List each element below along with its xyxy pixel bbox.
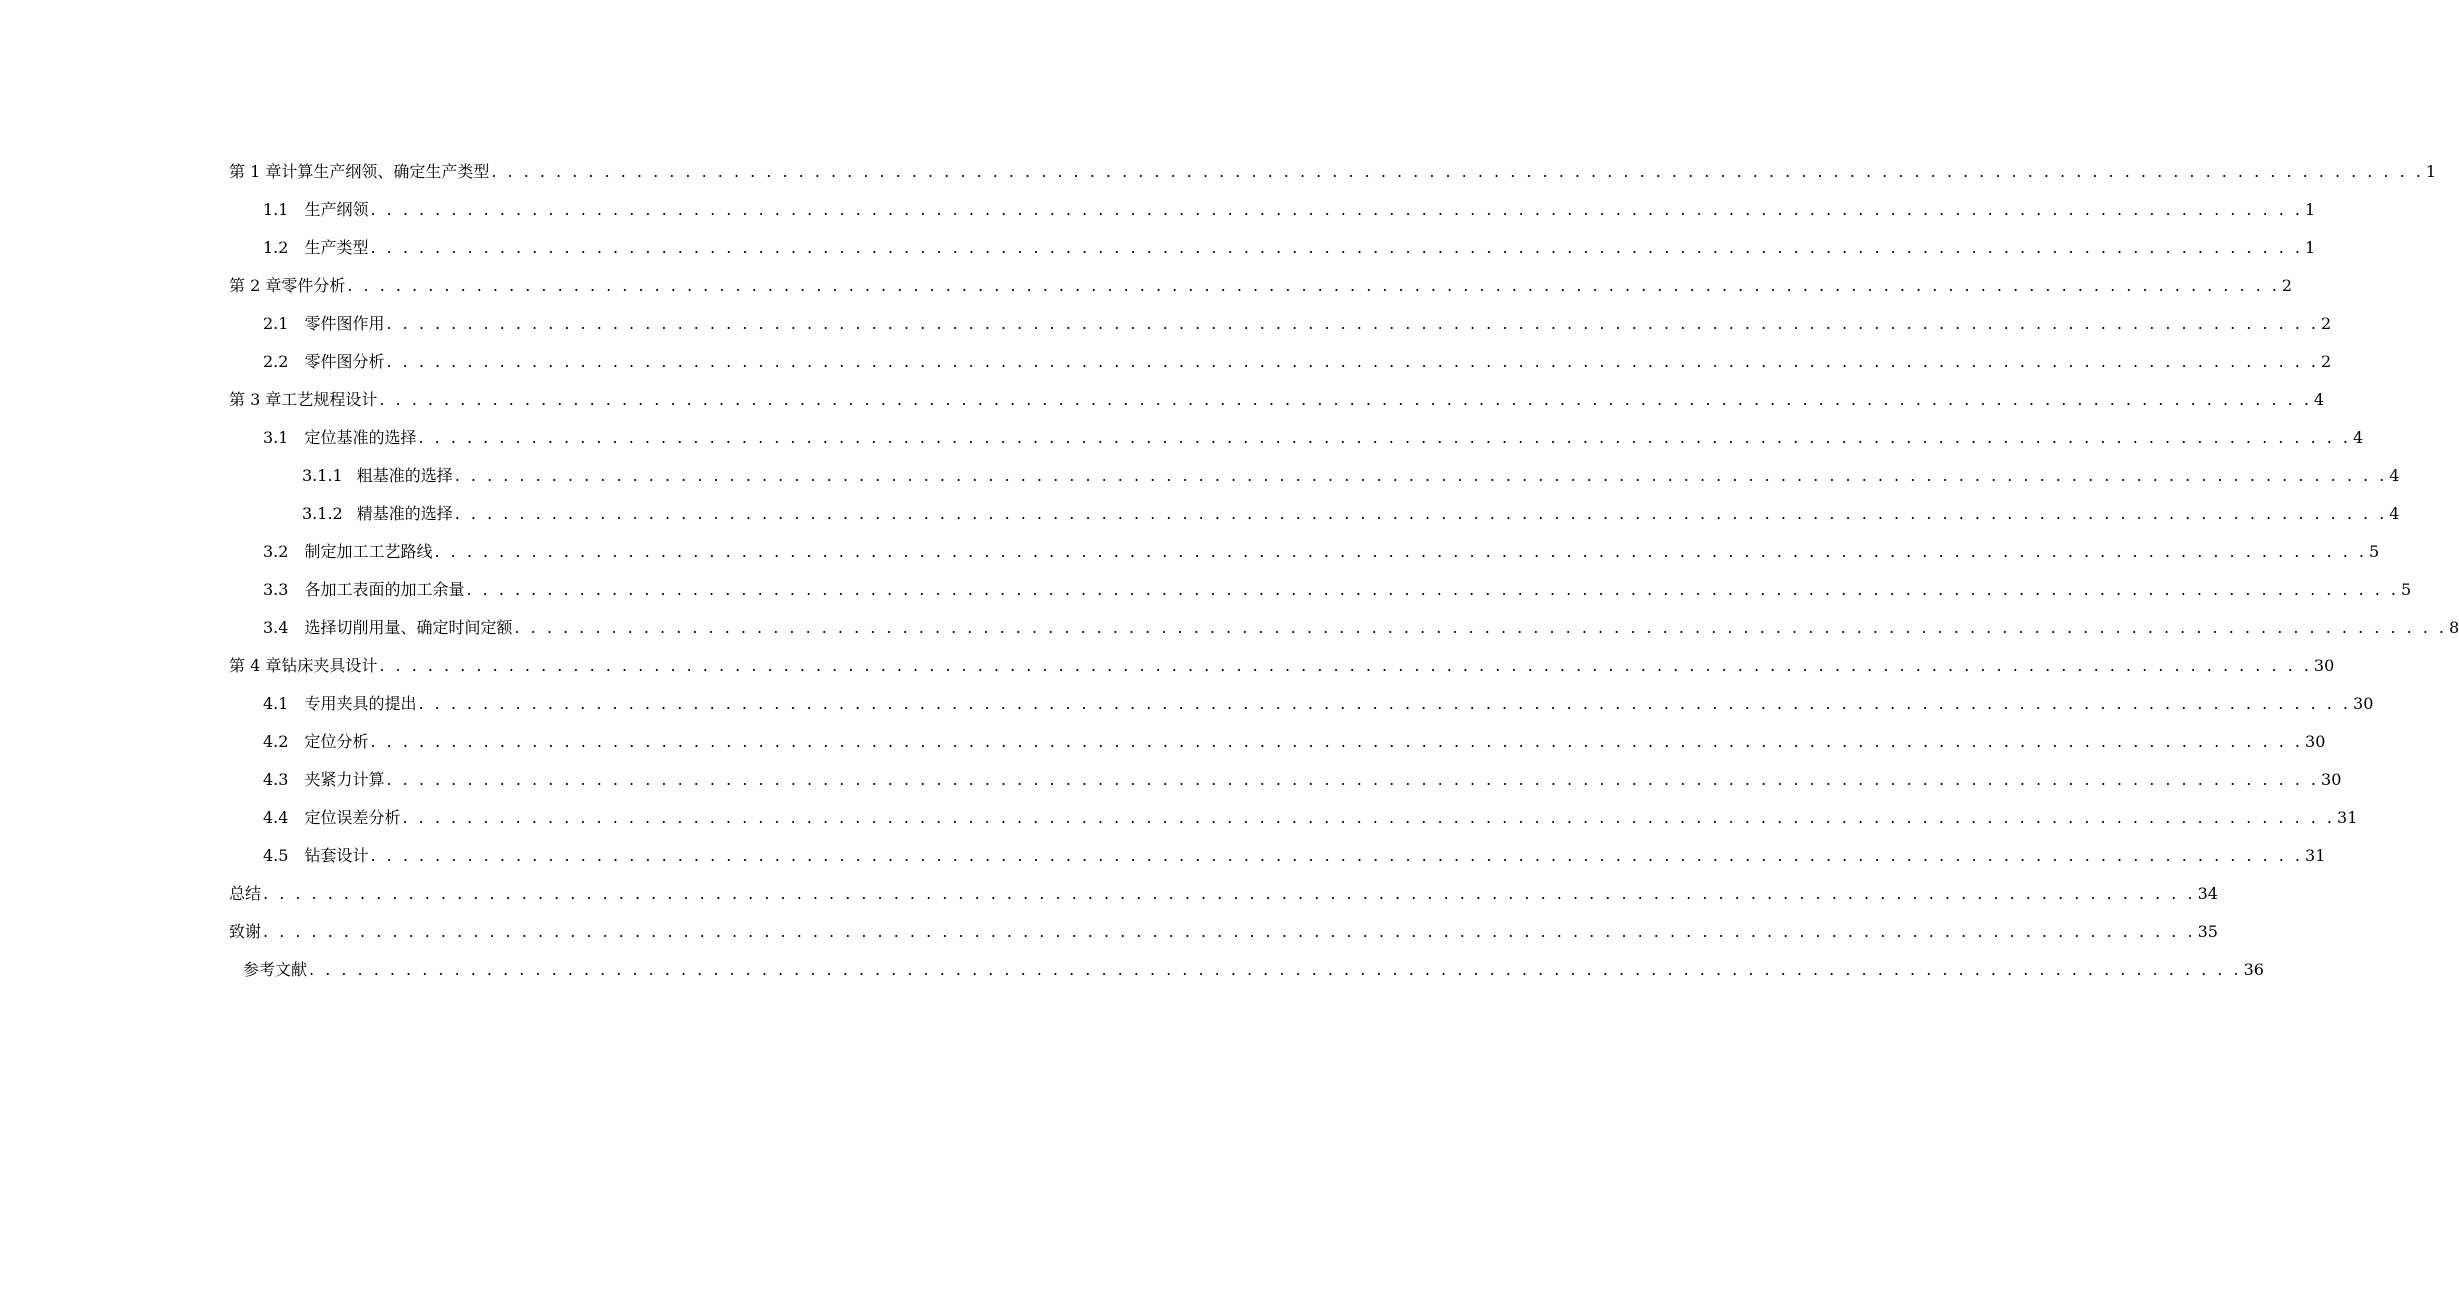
toc-entry-number: 2.2 [263, 352, 289, 371]
toc-entry-title: 夹紧力计算 [304, 770, 385, 789]
toc-leader-dots: . . . . . . . . . . . . . . . . . . . . . . . . . . . . . . . . . . . . . . . . . . . . . . . . . . . . . . . . . . . . . . . . . . . . . . . . . . . . . . . . . . . . . . . . . . . . . . . . . . . . . . . . . . . . . . . . . . . . . . . . [309, 960, 2242, 979]
toc-entry-number: 3.4 [263, 618, 289, 637]
toc-leader-dots: . . . . . . . . . . . . . . . . . . . . . . . . . . . . . . . . . . . . . . . . . . . . . . . . . . . . . . . . . . . . . . . . . . . . . . . . . . . . . . . . . . . . . . . . . . . . . . . . . . . . . . . . . . . . . . . . . . . . . . . . [263, 884, 2196, 903]
toc-leader-dots: . . . . . . . . . . . . . . . . . . . . . . . . . . . . . . . . . . . . . . . . . . . . . . . . . . . . . . . . . . . . . . . . . . . . . . . . . . . . . . . . . . . . . . . . . . . . . . . . . . . . . . . . . . . . . . . . . . . . . . . . [514, 618, 2448, 637]
toc-leader-dots: . . . . . . . . . . . . . . . . . . . . . . . . . . . . . . . . . . . . . . . . . . . . . . . . . . . . . . . . . . . . . . . . . . . . . . . . . . . . . . . . . . . . . . . . . . . . . . . . . . . . . . . . . . . . . . . . . . . . . . . . [418, 428, 2352, 447]
toc-entry-title: 钻套设计 [304, 846, 369, 865]
toc-entry[interactable] [263, 687, 2374, 721]
toc-leader-dots: . . . . . . . . . . . . . . . . . . . . . . . . . . . . . . . . . . . . . . . . . . . . . . . . . . . . . . . . . . . . . . . . . . . . . . . . . . . . . . . . . . . . . . . . . . . . . . . . . . . . . . . . . . . . . . . . . . . . . . . . [386, 352, 2320, 371]
toc-entry-number: 4.1 [263, 694, 289, 713]
toc-entry-page: 30 [2353, 694, 2374, 713]
toc-entry-page: 5 [2369, 542, 2380, 561]
toc-entry[interactable] [263, 193, 2316, 227]
toc-entry[interactable] [263, 725, 2326, 759]
toc-entry[interactable] [229, 649, 2335, 683]
toc-entry-title: 定位误差分析 [304, 808, 401, 827]
toc-entry-page: 30 [2313, 656, 2335, 675]
toc-entry[interactable] [263, 421, 2364, 455]
toc-entry-page: 4 [2389, 466, 2400, 485]
toc-entry-page: 31 [2337, 808, 2358, 827]
toc-entry[interactable] [263, 573, 2412, 607]
toc-entry-page: 36 [2243, 960, 2264, 979]
toc-entry-page: 5 [2401, 580, 2412, 599]
toc-entry-title: 各加工表面的加工余量 [304, 580, 465, 599]
toc-leader-dots: . . . . . . . . . . . . . . . . . . . . . . . . . . . . . . . . . . . . . . . . . . . . . . . . . . . . . . . . . . . . . . . . . . . . . . . . . . . . . . . . . . . . . . . . . . . . . . . . . . . . . . . . . . . . . . . . . . . . . . . . [347, 276, 2280, 295]
toc-entry-page: 2 [2281, 276, 2293, 295]
toc-leader-dots: . . . . . . . . . . . . . . . . . . . . . . . . . . . . . . . . . . . . . . . . . . . . . . . . . . . . . . . . . . . . . . . . . . . . . . . . . . . . . . . . . . . . . . . . . . . . . . . . . . . . . . . . . . . . . . . . . . . . . . . . [491, 162, 2424, 181]
toc-entry-page: 8 [2449, 618, 2459, 637]
toc-entry-title: 选择切削用量、确定时间定额 [304, 618, 513, 637]
toc-entry[interactable] [263, 801, 2358, 835]
toc-entry[interactable] [263, 307, 2332, 341]
toc-entry[interactable] [263, 231, 2316, 265]
toc-entry[interactable] [229, 877, 2218, 911]
toc-entry[interactable] [302, 497, 2400, 531]
toc-entry-page: 1 [2305, 200, 2316, 219]
toc-entry-page: 34 [2197, 884, 2218, 903]
toc-leader-dots: . . . . . . . . . . . . . . . . . . . . . . . . . . . . . . . . . . . . . . . . . . . . . . . . . . . . . . . . . . . . . . . . . . . . . . . . . . . . . . . . . . . . . . . . . . . . . . . . . . . . . . . . . . . . . . . . . . . . . . . . [402, 808, 2336, 827]
toc-leader-dots: . . . . . . . . . . . . . . . . . . . . . . . . . . . . . . . . . . . . . . . . . . . . . . . . . . . . . . . . . . . . . . . . . . . . . . . . . . . . . . . . . . . . . . . . . . . . . . . . . . . . . . . . . . . . . . . . . . . . . . . . [379, 390, 2312, 409]
toc-entry-title: 生产纲领 [304, 200, 369, 219]
toc-entry-number: 4.3 [263, 770, 289, 789]
toc-leader-dots: . . . . . . . . . . . . . . . . . . . . . . . . . . . . . . . . . . . . . . . . . . . . . . . . . . . . . . . . . . . . . . . . . . . . . . . . . . . . . . . . . . . . . . . . . . . . . . . . . . . . . . . . . . . . . . . . . . . . . . . . [263, 922, 2196, 941]
toc-entry-title: 生产类型 [304, 238, 369, 257]
toc-entry-page: 2 [2321, 352, 2332, 371]
toc-entry-number: 4.4 [263, 808, 289, 827]
toc-entry-page: 4 [2313, 390, 2325, 409]
toc-entry[interactable] [302, 459, 2400, 493]
toc-leader-dots: . . . . . . . . . . . . . . . . . . . . . . . . . . . . . . . . . . . . . . . . . . . . . . . . . . . . . . . . . . . . . . . . . . . . . . . . . . . . . . . . . . . . . . . . . . . . . . . . . . . . . . . . . . . . . . . . . . . . . . . . [386, 314, 2320, 333]
toc-entry[interactable] [263, 345, 2332, 379]
toc-entry[interactable] [229, 155, 2437, 189]
toc-entry-title: 精基准的选择 [356, 504, 453, 523]
toc-entry[interactable] [229, 915, 2218, 949]
toc-entry-page: 31 [2305, 846, 2326, 865]
toc-leader-dots: . . . . . . . . . . . . . . . . . . . . . . . . . . . . . . . . . . . . . . . . . . . . . . . . . . . . . . . . . . . . . . . . . . . . . . . . . . . . . . . . . . . . . . . . . . . . . . . . . . . . . . . . . . . . . . . . . . . . . . . . [454, 466, 2388, 485]
toc-entry-title: 致谢 [229, 922, 262, 941]
toc-entry-page: 1 [2305, 238, 2316, 257]
toc-leader-dots: . . . . . . . . . . . . . . . . . . . . . . . . . . . . . . . . . . . . . . . . . . . . . . . . . . . . . . . . . . . . . . . . . . . . . . . . . . . . . . . . . . . . . . . . . . . . . . . . . . . . . . . . . . . . . . . . . . . . . . . . [418, 694, 2352, 713]
toc-entry-page: 35 [2197, 922, 2218, 941]
toc-entry[interactable] [229, 269, 2293, 303]
toc-leader-dots: . . . . . . . . . . . . . . . . . . . . . . . . . . . . . . . . . . . . . . . . . . . . . . . . . . . . . . . . . . . . . . . . . . . . . . . . . . . . . . . . . . . . . . . . . . . . . . . . . . . . . . . . . . . . . . . . . . . . . . . . [386, 770, 2320, 789]
toc-entry[interactable] [263, 535, 2380, 569]
toc-leader-dots: . . . . . . . . . . . . . . . . . . . . . . . . . . . . . . . . . . . . . . . . . . . . . . . . . . . . . . . . . . . . . . . . . . . . . . . . . . . . . . . . . . . . . . . . . . . . . . . . . . . . . . . . . . . . . . . . . . . . . . . . [370, 200, 2304, 219]
toc-entry-title: 专用夹具的提出 [304, 694, 417, 713]
toc-entry-title: 第 2 章零件分析 [229, 276, 346, 295]
toc-entry-number: 1.2 [263, 238, 289, 257]
toc-entry-number: 3.3 [263, 580, 289, 599]
toc-entry-title: 参考文献 [243, 960, 308, 979]
toc-entry-number: 2.1 [263, 314, 289, 333]
toc-entry-title: 第 3 章工艺规程设计 [229, 390, 378, 409]
toc-entry-title: 定位分析 [304, 732, 369, 751]
toc-entry-number: 4.5 [263, 846, 289, 865]
toc-entry-page: 30 [2305, 732, 2326, 751]
toc-entry-number: 3.2 [263, 542, 289, 561]
toc-entry-page: 2 [2321, 314, 2332, 333]
toc-entry[interactable] [263, 763, 2342, 797]
toc-entry[interactable] [243, 953, 2264, 987]
toc-entry-number: 4.2 [263, 732, 289, 751]
toc-entry-title: 总结 [229, 884, 262, 903]
toc-entry[interactable] [263, 839, 2326, 873]
toc-entry-title: 粗基准的选择 [356, 466, 453, 485]
toc-entry-title: 第 4 章钻床夹具设计 [229, 656, 378, 675]
toc-entry[interactable] [229, 383, 2325, 417]
toc-leader-dots: . . . . . . . . . . . . . . . . . . . . . . . . . . . . . . . . . . . . . . . . . . . . . . . . . . . . . . . . . . . . . . . . . . . . . . . . . . . . . . . . . . . . . . . . . . . . . . . . . . . . . . . . . . . . . . . . . . . . . . . . [370, 732, 2304, 751]
toc-entry-number: 3.1.1 [302, 466, 343, 485]
toc-entry[interactable] [263, 611, 2459, 645]
toc-entry-number: 3.1.2 [302, 504, 343, 523]
toc-leader-dots: . . . . . . . . . . . . . . . . . . . . . . . . . . . . . . . . . . . . . . . . . . . . . . . . . . . . . . . . . . . . . . . . . . . . . . . . . . . . . . . . . . . . . . . . . . . . . . . . . . . . . . . . . . . . . . . . . . . . . . . . [466, 580, 2400, 599]
toc-entry-page: 4 [2389, 504, 2400, 523]
toc-entry-page: 4 [2353, 428, 2364, 447]
toc-entry-page: 1 [2425, 162, 2437, 181]
toc-leader-dots: . . . . . . . . . . . . . . . . . . . . . . . . . . . . . . . . . . . . . . . . . . . . . . . . . . . . . . . . . . . . . . . . . . . . . . . . . . . . . . . . . . . . . . . . . . . . . . . . . . . . . . . . . . . . . . . . . . . . . . . . [370, 238, 2304, 257]
toc-entry-title: 零件图分析 [304, 352, 385, 371]
toc-entry-title: 定位基准的选择 [304, 428, 417, 447]
toc-leader-dots: . . . . . . . . . . . . . . . . . . . . . . . . . . . . . . . . . . . . . . . . . . . . . . . . . . . . . . . . . . . . . . . . . . . . . . . . . . . . . . . . . . . . . . . . . . . . . . . . . . . . . . . . . . . . . . . . . . . . . . . . [434, 542, 2368, 561]
toc-entry-title: 第 1 章计算生产纲领、确定生产类型 [229, 162, 490, 181]
toc-leader-dots: . . . . . . . . . . . . . . . . . . . . . . . . . . . . . . . . . . . . . . . . . . . . . . . . . . . . . . . . . . . . . . . . . . . . . . . . . . . . . . . . . . . . . . . . . . . . . . . . . . . . . . . . . . . . . . . . . . . . . . . . [454, 504, 2388, 523]
toc-entry-title: 零件图作用 [304, 314, 385, 333]
toc-entry-number: 1.1 [263, 200, 289, 219]
toc-entry-number: 3.1 [263, 428, 289, 447]
toc-leader-dots: . . . . . . . . . . . . . . . . . . . . . . . . . . . . . . . . . . . . . . . . . . . . . . . . . . . . . . . . . . . . . . . . . . . . . . . . . . . . . . . . . . . . . . . . . . . . . . . . . . . . . . . . . . . . . . . . . . . . . . . . [379, 656, 2312, 675]
toc-entry-title: 制定加工工艺路线 [304, 542, 433, 561]
toc-leader-dots: . . . . . . . . . . . . . . . . . . . . . . . . . . . . . . . . . . . . . . . . . . . . . . . . . . . . . . . . . . . . . . . . . . . . . . . . . . . . . . . . . . . . . . . . . . . . . . . . . . . . . . . . . . . . . . . . . . . . . . . . [370, 846, 2304, 865]
toc-entry-page: 30 [2321, 770, 2342, 789]
